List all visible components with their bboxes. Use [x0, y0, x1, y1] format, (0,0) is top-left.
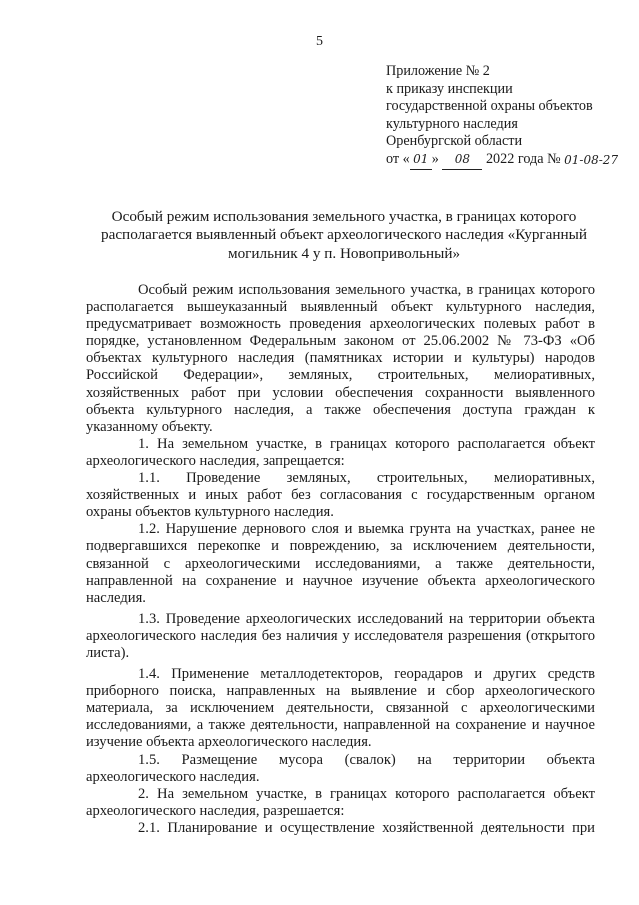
appendix-line: культурного наследия — [386, 115, 518, 132]
page-number: 5 — [316, 34, 323, 49]
date-day-handwritten: 01 — [410, 151, 432, 170]
document-title: Особый режим использования земельного участка, в границах которого располагается выявленный объект археологического наследия «Курганный могильник 4 у п. Новопривольный» — [100, 208, 587, 262]
document-body — [86, 282, 595, 837]
clause-1-1: 1.1. Проведение земляных, строительных, мелиоративных, хозяйственных и иных работ без согласования с государственным органом охраны объектов культурного наследия. — [86, 470, 595, 521]
appendix-line: к приказу инспекции — [386, 80, 513, 97]
appendix-title: Приложение № 2 — [386, 63, 490, 79]
date-prefix: от « — [386, 150, 410, 167]
date-mid: » — [431, 150, 439, 167]
appendix-header — [386, 63, 636, 170]
appendix-line: Оренбургской области — [386, 133, 523, 150]
clause-2-1: 2.1. Планирование и осуществление хозяйственной деятельности при — [138, 819, 595, 836]
intro-paragraph: Особый режим использования земельного участка, в границах которого располагается вышеуказанный выявленный объект культурного наследия, предусматривает возможность проведения археологических полевых работ в порядке, установленном Федеральным законом от 25.06.2002 № 73-ФЗ «Об объектах культурного наследия (памятниках истории и культуры) народов Российской Федерации», земляных, строительных, мелиоративных, хозяйственных работ при условии обеспечения сохранности выявленного объекта культурного наследия, а также обеспечения доступа граждан к указанному объекту. — [86, 282, 595, 435]
appendix-line: государственной охраны объектов — [386, 98, 593, 115]
section-2-heading: 2. На земельном участке, в границах которого располагается объект археологического наследия, разрешается: — [86, 785, 595, 819]
clause-1-2: 1.2. Нарушение дернового слоя и выемка грунта на участках, ранее не подвергавшихся перекопке и повреждению, за исключением деятельности, связанной с археологическими исследованиями, а также деятельности, направленной на сохранение и научное изучение объекта археологического наследия. — [86, 521, 595, 606]
clause-1-3: 1.3. Проведение археологических исследований на территории объекта археологического наследия без наличия у исследователя разрешения (открытого листа). — [86, 610, 595, 661]
order-number-handwritten: 01-08-27 — [564, 152, 619, 167]
appendix-date-line — [386, 151, 636, 170]
clause-1-4: 1.4. Применение металлодетекторов, георадаров и других средств приборного поиска, направленных на выявление и сбор археологического материала, за исключением деятельности, связанной с археологическими исследованиями, а также деятельности, направленной на сохранение и научное изучение объекта археологического наследия. — [86, 666, 595, 751]
date-year: 2022 года № — [485, 150, 561, 167]
date-month-handwritten: 08 — [442, 151, 482, 170]
section-1-heading: 1. На земельном участке, в границах которого располагается объект археологического наследия, запрещается: — [86, 435, 595, 469]
clause-1-5: 1.5. Размещение мусора (свалок) на территории объекта археологического наследия. — [86, 751, 595, 785]
